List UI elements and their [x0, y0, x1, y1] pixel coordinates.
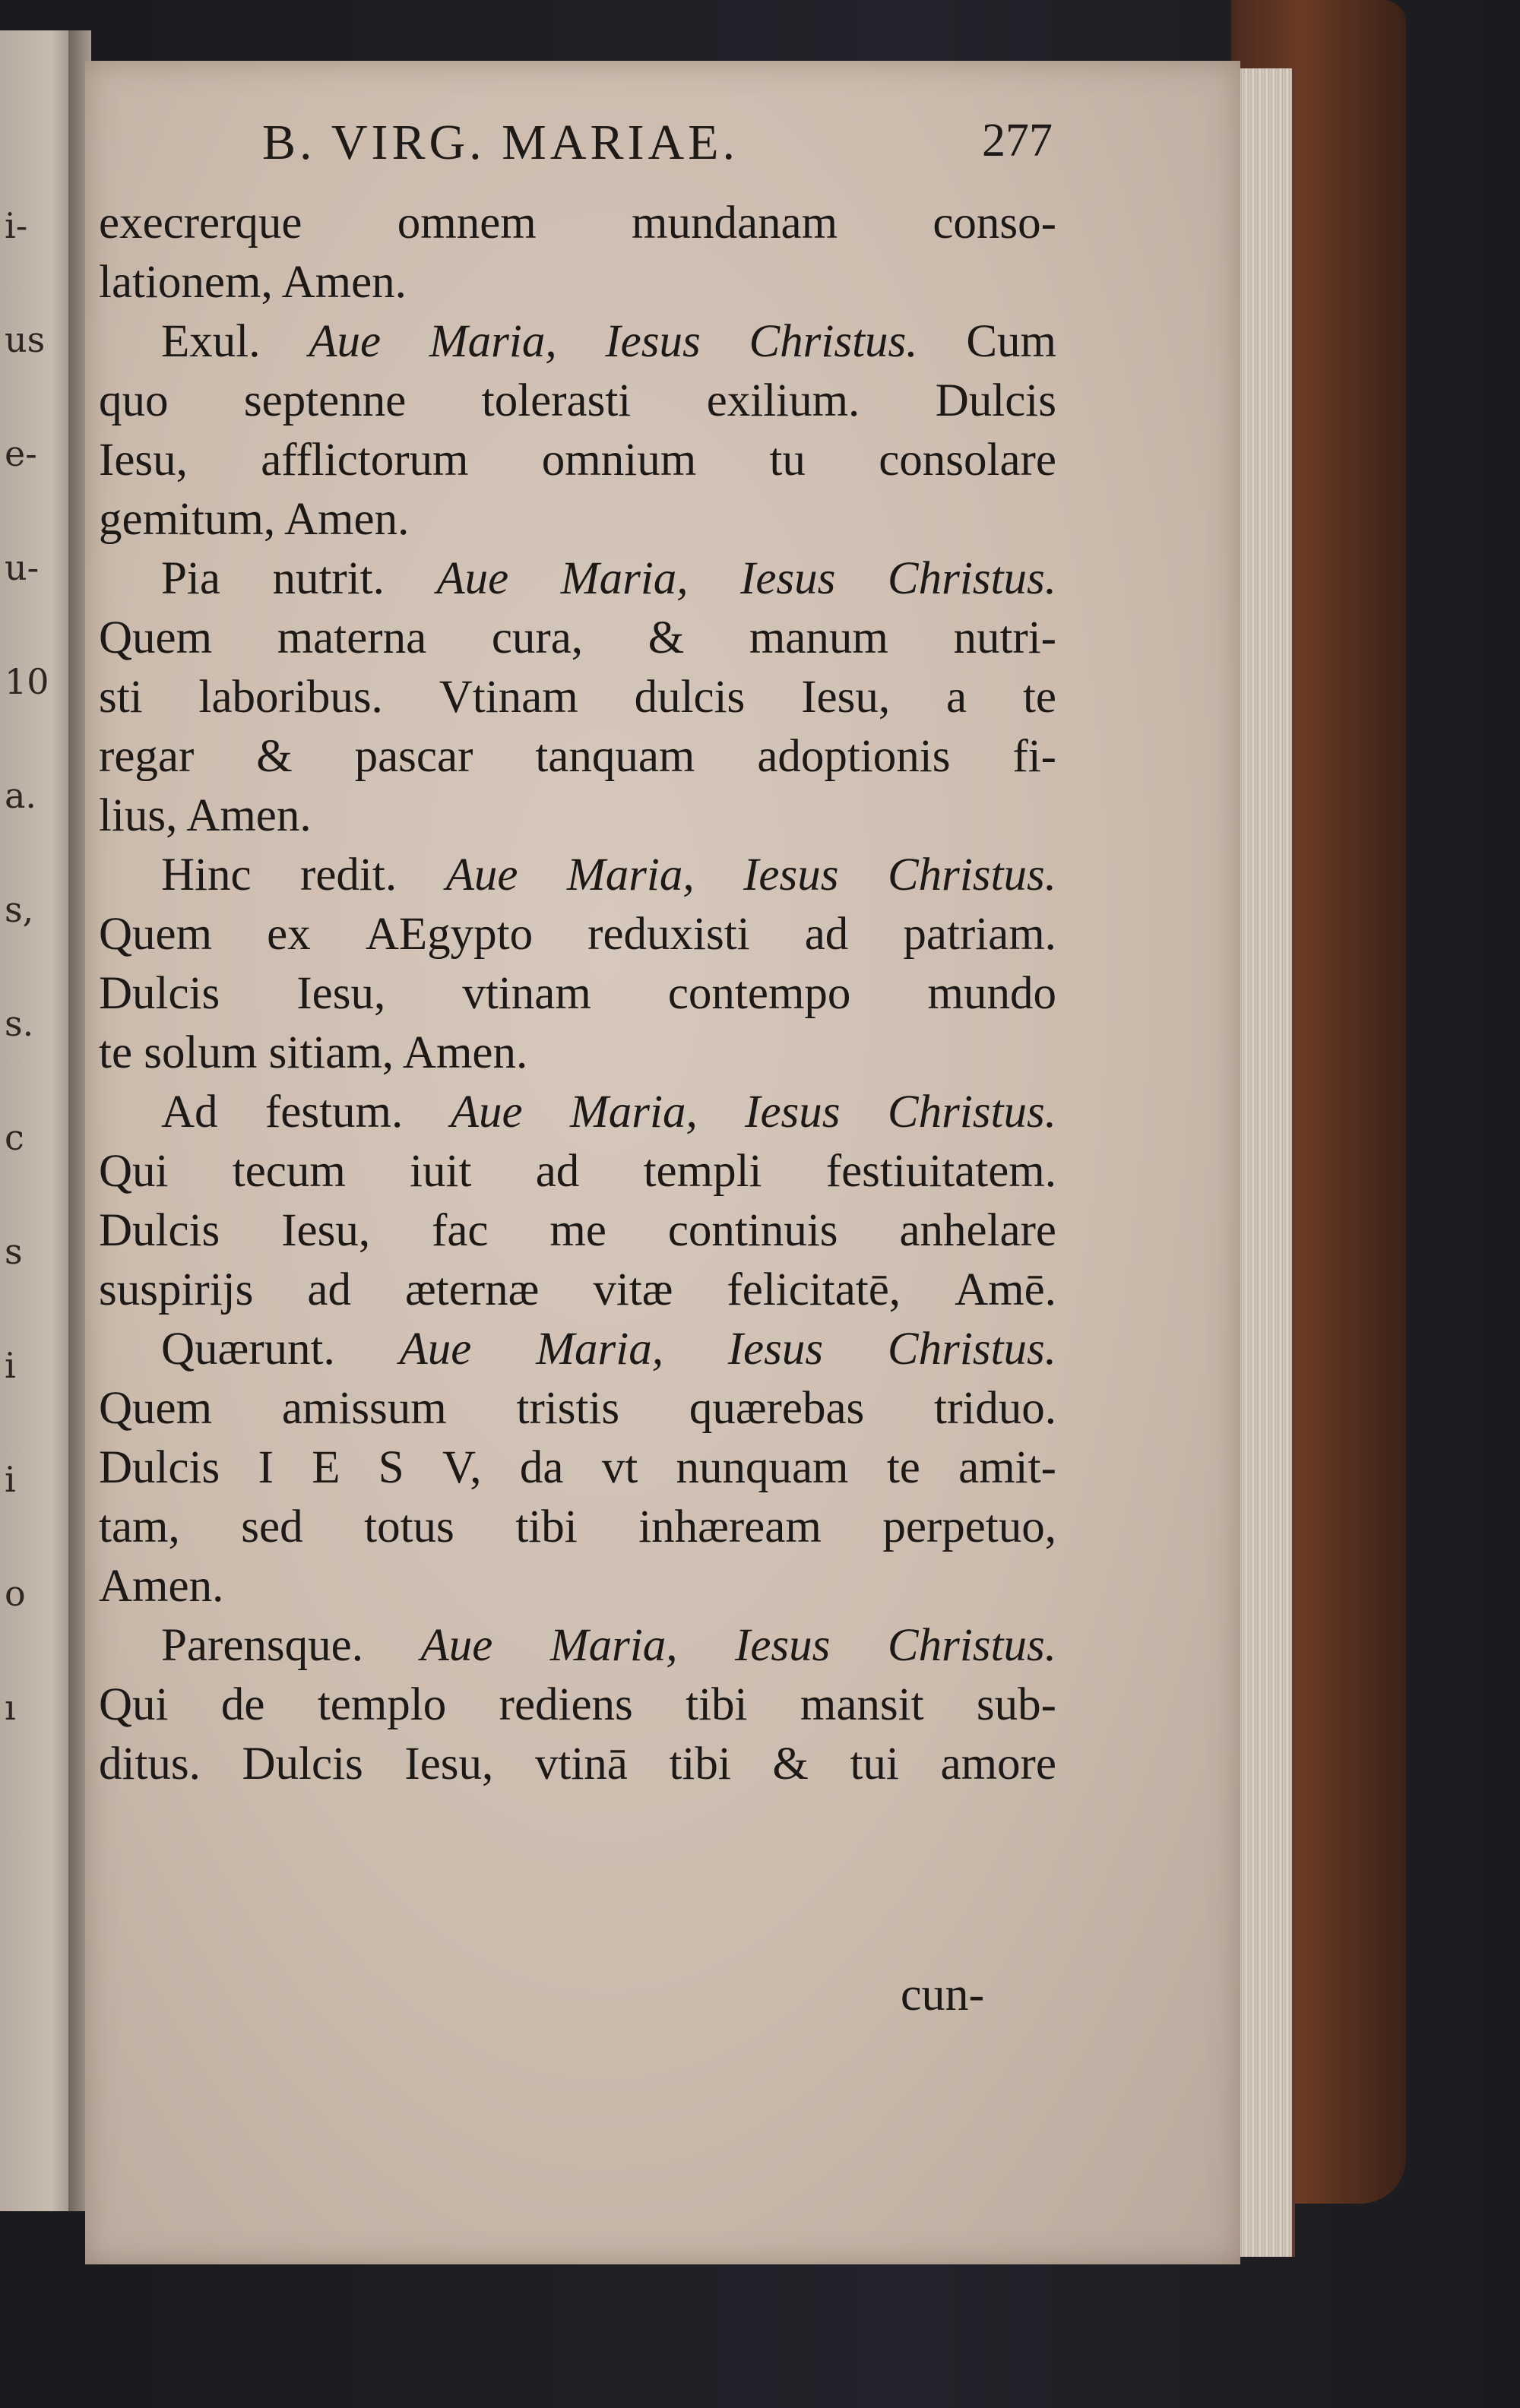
text-word: amissum	[281, 1383, 447, 1434]
text-word: Christus.	[887, 1087, 1056, 1138]
text-word: Maria,	[536, 1324, 663, 1375]
text-word: &	[648, 612, 685, 663]
text-word: exilium.	[706, 375, 860, 426]
text-word: Iesu,	[99, 435, 188, 486]
text-word: afflictorum	[261, 435, 469, 486]
text-word: sti	[99, 672, 143, 723]
text-line	[99, 668, 1056, 727]
text-word: a	[945, 672, 967, 723]
text-word: omnium	[541, 435, 697, 486]
text-word: redit.	[300, 850, 397, 900]
text-word: amit-	[958, 1442, 1056, 1493]
text-word: Aue	[436, 553, 509, 604]
text-word: anhelare	[899, 1205, 1056, 1256]
text-word: vt	[601, 1442, 638, 1493]
text-word: Dulcis	[99, 1205, 220, 1256]
facing-page-fragment: u-	[5, 547, 40, 588]
text-word: Iesus	[735, 1620, 831, 1671]
text-line	[99, 846, 1056, 905]
text-word: vitæ	[593, 1264, 673, 1315]
text-word: tanquam	[535, 731, 695, 782]
text-word: Aue	[309, 316, 382, 367]
text-word: nutrit.	[272, 553, 385, 604]
facing-page-fragment: s,	[5, 889, 34, 930]
text-word: V,	[442, 1442, 482, 1493]
facing-page-fragment: o	[5, 1573, 26, 1614]
text-word: ad	[307, 1264, 351, 1315]
text-word: Iesus	[727, 1324, 824, 1375]
text-line	[99, 1083, 1056, 1142]
text-line	[99, 312, 1056, 372]
text-segment: gemitum, Amen.	[99, 494, 410, 545]
text-line	[99, 1675, 1056, 1735]
facing-page-edge	[0, 30, 73, 2211]
text-word: mundo	[927, 968, 1056, 1019]
page-header	[262, 114, 1053, 170]
text-word: vtinā	[534, 1739, 628, 1789]
text-word: Quærunt.	[161, 1324, 335, 1375]
text-line	[99, 372, 1056, 431]
text-word: suspirijs	[99, 1264, 254, 1315]
catchword: cun-	[901, 1969, 985, 2020]
text-word: tibi	[669, 1739, 731, 1789]
text-segment: te solum sitiam, Amen.	[99, 1027, 528, 1078]
text-word: Aue	[420, 1620, 493, 1671]
text-word: festum.	[264, 1087, 404, 1138]
text-word: Cum	[966, 316, 1056, 367]
text-line	[99, 786, 1056, 846]
text-word: mundanam	[632, 198, 838, 248]
text-line	[99, 905, 1056, 964]
text-word: amore	[940, 1739, 1056, 1789]
text-word: tolerasti	[481, 375, 632, 426]
text-word: tristis	[516, 1383, 620, 1434]
text-word: Exul.	[161, 316, 261, 367]
facing-page-fragment: i-	[5, 205, 28, 246]
text-word: Quem	[99, 909, 213, 960]
text-word: felicitatē,	[727, 1264, 901, 1315]
body-text	[99, 194, 1056, 1794]
text-line	[99, 1616, 1056, 1675]
text-line	[99, 1438, 1056, 1498]
text-word: me	[549, 1205, 606, 1256]
text-word: Christus.	[887, 1620, 1056, 1671]
text-word: sed	[241, 1501, 303, 1552]
text-line	[99, 1498, 1056, 1557]
facing-page-fragment: us	[5, 319, 46, 360]
text-word: Iesu,	[296, 968, 386, 1019]
text-line	[99, 549, 1056, 609]
text-word: quærebas	[689, 1383, 865, 1434]
text-word: Dulcis	[99, 968, 220, 1019]
text-word: Maria,	[429, 316, 557, 367]
facing-page-fragment: i	[5, 1459, 16, 1500]
text-word: S	[378, 1442, 404, 1493]
text-word: reduxisti	[587, 909, 750, 960]
text-word: manum	[749, 612, 888, 663]
text-word: AEgypto	[365, 909, 534, 960]
text-word: ex	[267, 909, 311, 960]
text-line	[99, 490, 1056, 549]
text-word: de	[220, 1679, 265, 1730]
text-word: Quem	[99, 1383, 213, 1434]
text-word: tui	[850, 1739, 899, 1789]
text-word: I	[258, 1442, 274, 1493]
facing-page-fragment: a.	[5, 775, 37, 816]
text-segment: lius, Amen.	[99, 790, 312, 841]
text-line	[99, 1142, 1056, 1201]
text-word: ditus.	[99, 1739, 201, 1789]
text-word: fac	[432, 1205, 489, 1256]
text-word: tam,	[99, 1501, 180, 1552]
text-word: Maria,	[549, 1620, 678, 1671]
text-word: materna	[277, 612, 427, 663]
text-word: ad	[535, 1146, 580, 1197]
facing-page-fragment: 10	[5, 661, 49, 702]
text-word: templo	[317, 1679, 447, 1730]
text-word: Qui	[99, 1679, 169, 1730]
text-line	[99, 1557, 1056, 1616]
text-word: Aue	[399, 1324, 472, 1375]
text-word: Iesu,	[404, 1739, 494, 1789]
text-line	[99, 609, 1056, 668]
text-word: Christus.	[887, 850, 1056, 900]
text-word: Iesus	[605, 316, 701, 367]
text-word: septenne	[243, 375, 407, 426]
text-word: Christus.	[749, 316, 918, 367]
text-word: laboribus.	[198, 672, 383, 723]
text-word: Parensque.	[161, 1620, 363, 1671]
text-word: regar	[99, 731, 195, 782]
text-word: Dulcis	[935, 375, 1056, 426]
text-line	[99, 194, 1056, 253]
text-word: mansit	[800, 1679, 924, 1730]
text-word: Dulcis	[242, 1739, 363, 1789]
text-word: &	[772, 1739, 809, 1789]
text-word: Pia	[161, 553, 220, 604]
text-word: triduo.	[934, 1383, 1056, 1434]
text-word: tu	[769, 435, 806, 486]
text-word: nunquam	[676, 1442, 849, 1493]
text-word: te	[886, 1442, 920, 1493]
text-line	[99, 1201, 1056, 1261]
text-word: consolare	[879, 435, 1056, 486]
text-word: te	[1022, 672, 1056, 723]
text-word: &	[256, 731, 293, 782]
text-word: ad	[804, 909, 849, 960]
text-word: nutri-	[953, 612, 1056, 663]
text-word: Iesus	[743, 850, 839, 900]
text-line	[99, 1024, 1056, 1083]
text-word: sub-	[976, 1679, 1056, 1730]
text-word: Dulcis	[99, 1442, 220, 1493]
text-word: tibi	[686, 1679, 748, 1730]
text-word: Maria,	[569, 1087, 698, 1138]
text-word: totus	[364, 1501, 454, 1552]
text-word: templi	[643, 1146, 762, 1197]
page-number: 277	[982, 115, 1053, 166]
text-word: omnem	[397, 198, 537, 248]
text-word: Aue	[445, 850, 518, 900]
text-word: Qui	[99, 1146, 169, 1197]
text-segment: lationem, Amen.	[99, 257, 407, 308]
text-word: Quem	[99, 612, 213, 663]
text-line	[99, 1735, 1056, 1794]
text-word: dulcis	[634, 672, 746, 723]
text-segment: Amen.	[99, 1561, 224, 1612]
text-word: æternæ	[405, 1264, 540, 1315]
running-head: B. VIRG. MARIAE.	[262, 115, 739, 170]
text-word: continuis	[667, 1205, 838, 1256]
text-word: Iesus	[740, 553, 836, 604]
text-line	[99, 1379, 1056, 1438]
text-word: pascar	[354, 731, 473, 782]
text-word: rediens	[499, 1679, 633, 1730]
text-word: Iesus	[745, 1087, 841, 1138]
text-word: da	[519, 1442, 564, 1493]
text-word: quo	[99, 375, 169, 426]
text-word: iuit	[410, 1146, 472, 1197]
facing-page-fragment: c	[5, 1117, 24, 1158]
facing-page-fragment: s	[5, 1231, 23, 1272]
text-word: perpetuo,	[882, 1501, 1056, 1552]
facing-page-fragment: i	[5, 1345, 16, 1386]
text-word: patriam.	[903, 909, 1056, 960]
text-word: cura,	[491, 612, 584, 663]
text-word: fi-	[1012, 731, 1056, 782]
text-word: E	[312, 1442, 340, 1493]
text-word: inhæream	[638, 1501, 822, 1552]
text-word: Vtinam	[439, 672, 578, 723]
text-word: Maria,	[560, 553, 689, 604]
facing-page-fragment: s.	[5, 1003, 34, 1044]
text-word: tibi	[515, 1501, 578, 1552]
text-line	[99, 964, 1056, 1024]
text-word: vtinam	[462, 968, 591, 1019]
text-word: Christus.	[887, 553, 1056, 604]
facing-page-fragment: e-	[5, 433, 37, 474]
facing-page-fragment: ı	[5, 1687, 16, 1728]
text-line	[99, 1320, 1056, 1379]
text-word: Aue	[450, 1087, 523, 1138]
text-line	[99, 1261, 1056, 1320]
text-word: Hinc	[161, 850, 252, 900]
text-word: Amē.	[955, 1264, 1056, 1315]
text-word: festiuitatem.	[825, 1146, 1056, 1197]
text-word: Iesu,	[281, 1205, 371, 1256]
text-line	[99, 253, 1056, 312]
text-word: Ad	[161, 1087, 218, 1138]
text-word: Iesu,	[801, 672, 891, 723]
text-word: conso-	[933, 198, 1056, 248]
text-word: contempo	[667, 968, 851, 1019]
text-word: execrerque	[99, 198, 302, 248]
text-word: Christus.	[887, 1324, 1056, 1375]
text-line	[99, 727, 1056, 786]
text-word: Maria,	[566, 850, 695, 900]
text-word: tecum	[232, 1146, 346, 1197]
text-word: adoptionis	[757, 731, 951, 782]
text-line	[99, 431, 1056, 490]
